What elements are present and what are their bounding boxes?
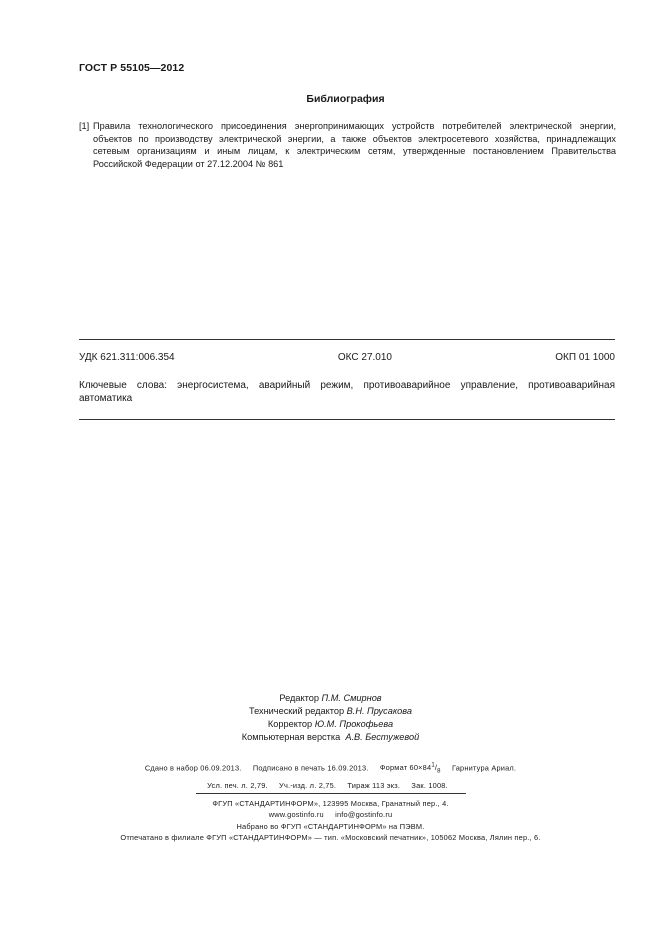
keywords: Ключевые слова: энергосистема, аварийный режим, противоаварийное управление, противоаварийная автоматика: [79, 380, 615, 404]
udk-code: УДК 621.311:006.354: [79, 352, 175, 363]
publisher-address: ФГУП «СТАНДАРТИНФОРМ», 123995 Москва, Гранатный пер., 4.: [212, 799, 449, 808]
print-sign-date: Подписано в печать 16.09.2013.: [252, 763, 369, 773]
credit-layout: [0, 731, 661, 744]
bottom-divider: [79, 419, 615, 420]
standard-code: ГОСТ Р 55105—2012: [79, 62, 185, 74]
printing-note: Отпечатано в филиале ФГУП «СТАНДАРТИНФОРМ» — тип. «Московский печатник», 105062 Москва, Лялин пер., 6.: [120, 833, 541, 843]
typeset-date: Сдано в набор 06.09.2013.: [144, 763, 242, 773]
print-run: Тираж 113 экз.: [347, 780, 401, 790]
credit-role: Технический редактор: [249, 706, 345, 716]
credit-tech-editor: [0, 705, 661, 718]
classification-row: [79, 352, 615, 363]
credit-role: Редактор: [279, 693, 319, 703]
paper-format-fraction-den: 8: [437, 768, 441, 775]
print-sheets: Усл. печ. л. 2,79.: [207, 780, 268, 790]
bibliography-entry-text: Правила технологического присоединения энергопринимающих устройств потребителей электрической энергии, объектов по производству электрической энергии, а также объектов электросетевого хозяйства, принадлежащих сетевым организациям и иным лицам, к электрическим сетям, утвержденные постановлением Правительства Российской Федерации от 27.12.2004 № 861: [93, 121, 616, 169]
credit-name: Ю.М. Прокофьева: [314, 719, 394, 729]
bibliography-entry: [79, 120, 616, 170]
paper-format: Формат $60\times 84^1/_8$: [379, 763, 441, 775]
credits-block: [0, 692, 661, 744]
publishing-sheets: Уч.-изд. л. 2,75.: [279, 780, 337, 790]
publisher-info: [0, 798, 661, 844]
okp-code: ОКП 01 1000: [555, 352, 615, 363]
top-divider: [79, 339, 615, 340]
paper-format-fraction-num: 1: [431, 763, 435, 769]
section-title: Библиография: [306, 93, 385, 105]
publisher-divider: [196, 793, 466, 794]
credit-name: В.Н. Прусакова: [346, 706, 412, 716]
font-type: Гарнитура Ариал.: [451, 763, 517, 773]
publisher-website: www.gostinfo.ru: [268, 810, 324, 820]
credit-name: П.М. Смирнов: [321, 693, 382, 703]
print-info: [0, 759, 661, 793]
credit-name: А.В. Бестужевой: [345, 732, 420, 742]
oks-code: ОКС 27.010: [337, 352, 392, 363]
print-info-line-1: [0, 759, 661, 779]
credit-corrector: [0, 718, 661, 731]
order-number: Зак. 1008.: [411, 780, 448, 790]
paper-format-text: Формат 60×84: [379, 763, 432, 773]
typeset-note: Набрано во ФГУП «СТАНДАРТИНФОРМ» на ПЭВМ.: [236, 821, 425, 831]
credit-role: Корректор: [267, 719, 313, 729]
credit-role: Компьютерная верстка: [241, 732, 341, 742]
publisher-contacts: [0, 809, 661, 820]
bibliography-entry-number: [1]: [79, 121, 90, 131]
publisher-email: info@gostinfo.ru: [335, 810, 393, 820]
print-info-line-2: [0, 779, 661, 793]
credit-editor: [0, 692, 661, 705]
